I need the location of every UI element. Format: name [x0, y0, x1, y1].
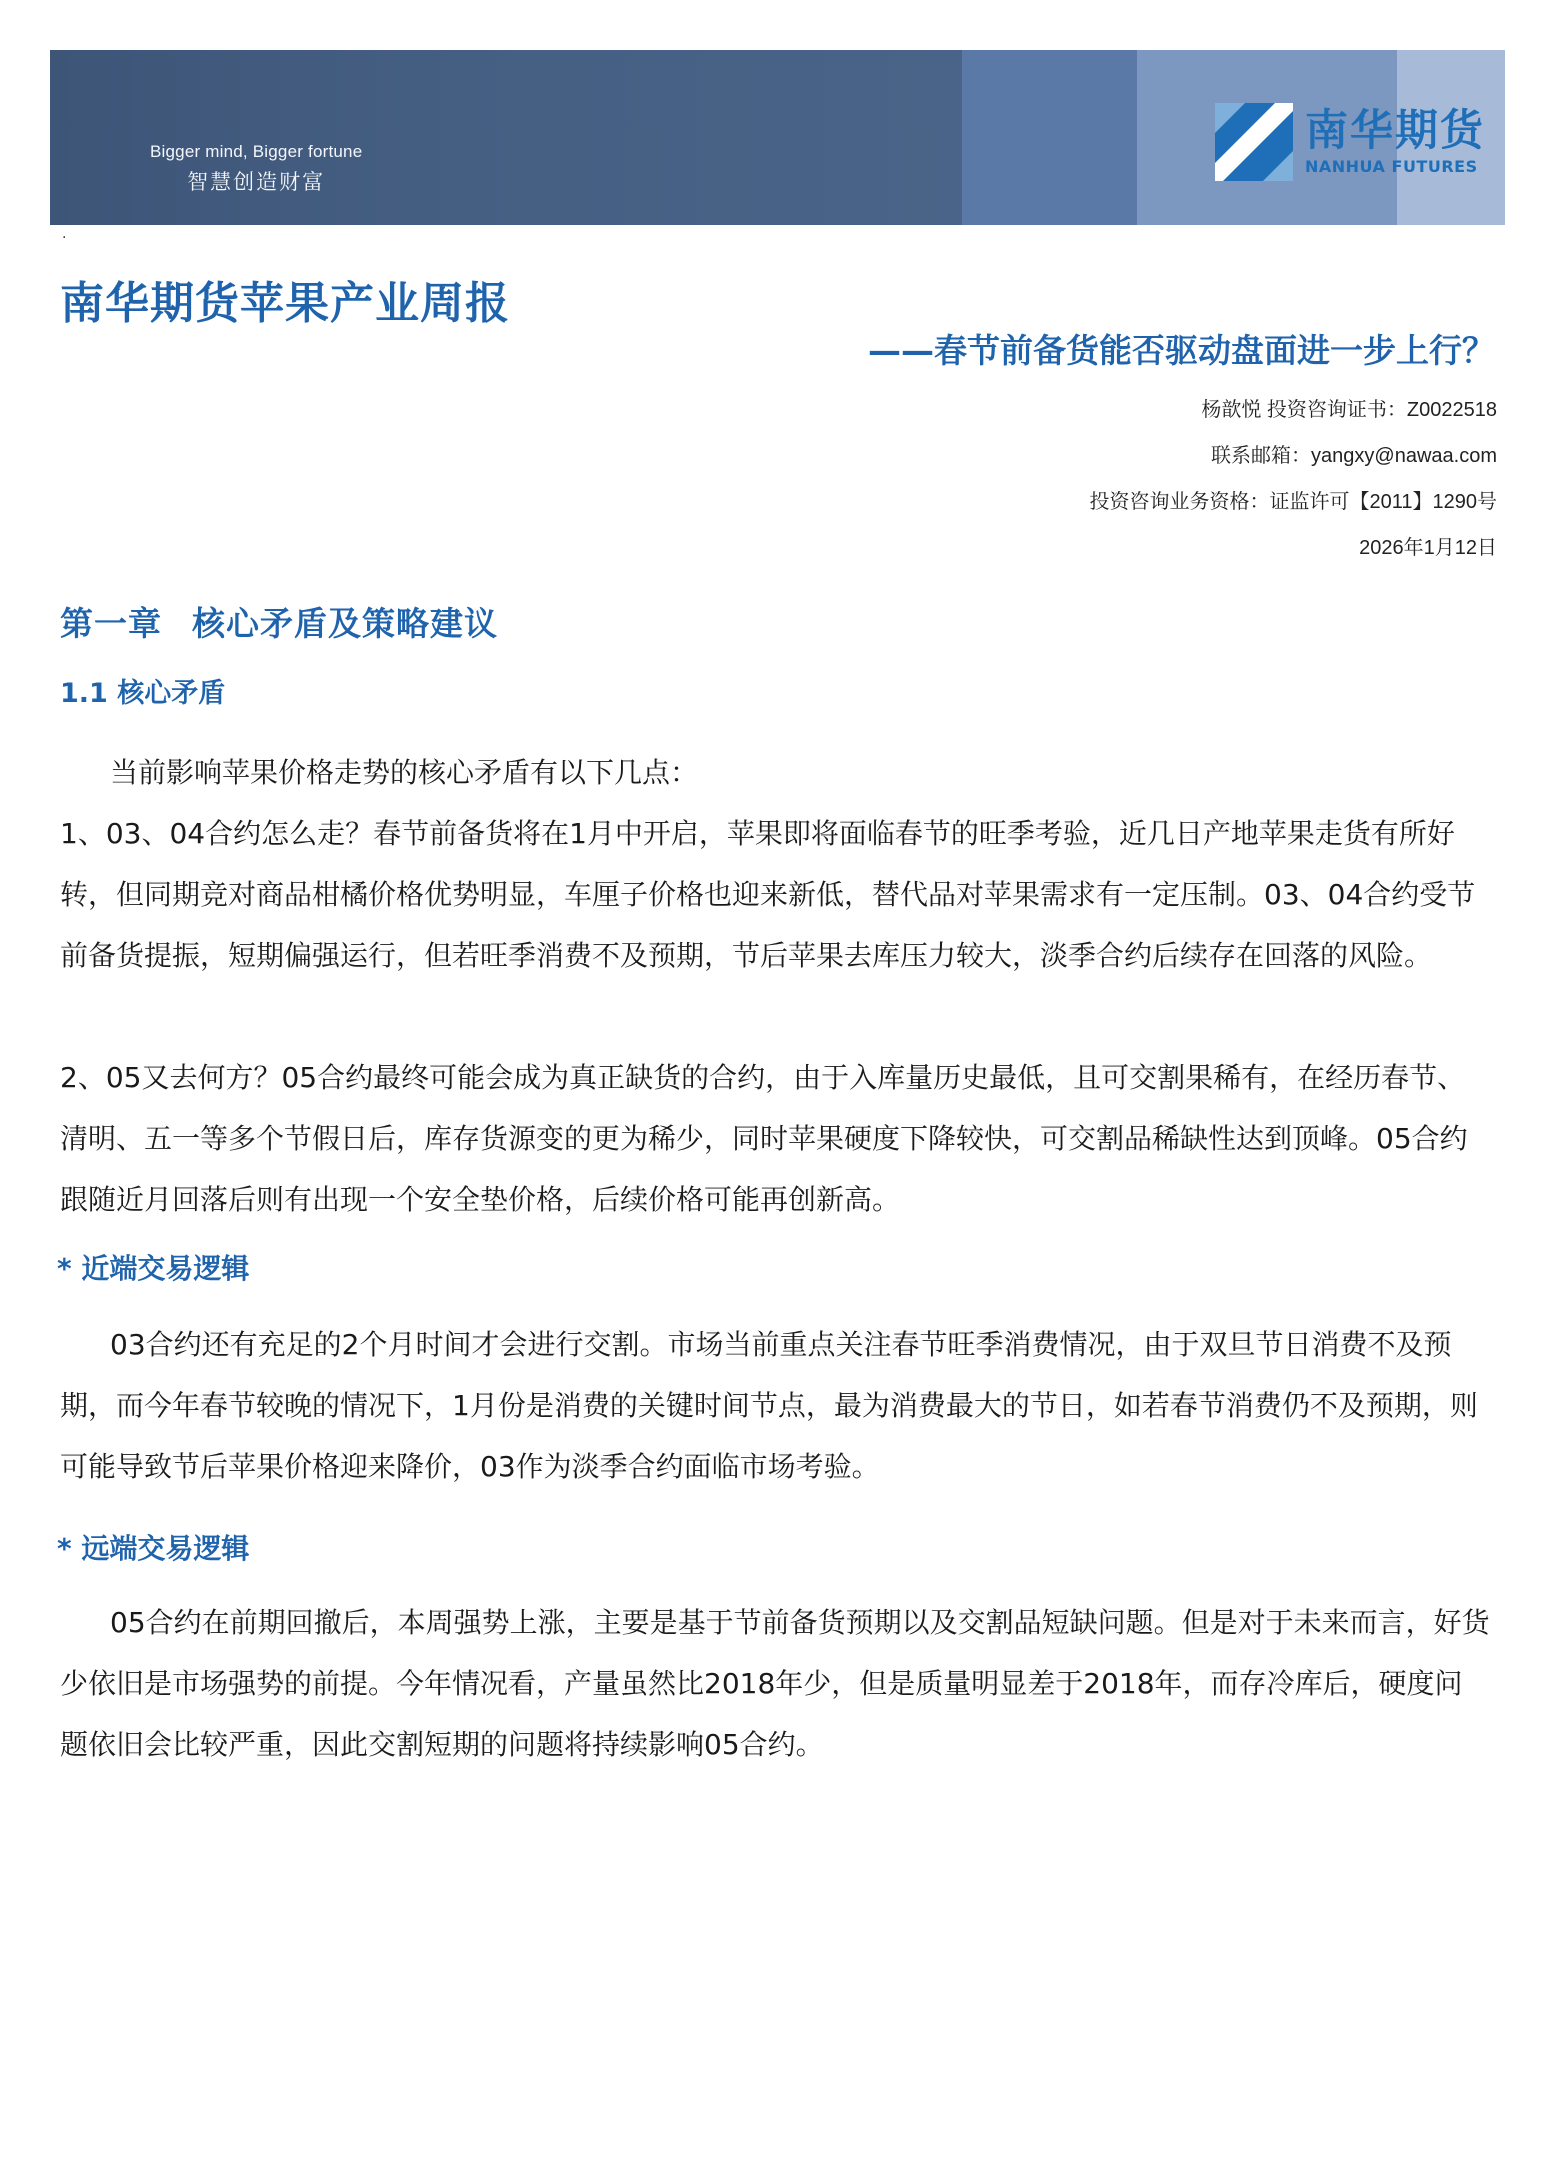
core-point-2: 2、05又去何方？05合约最终可能会成为真正缺货的合约，由于入库量历史最低，且可交割果稀有，在经历春节、清明、五一等多个节假日后，库存货源变的更为稀少，同时苹果硬度下降较快，可交割品稀缺性达到顶峰。05合约跟随近月回落后则有出现一个安全垫价格，后续价格可能再创新高。: [60, 1061, 1468, 1216]
report-title: 南华期货苹果产业周报: [60, 278, 510, 329]
far-logic-heading: * 远端交易逻辑: [57, 1532, 250, 1565]
far-logic-text: 05合约在前期回撤后，本周强势上涨，主要是基于节前备货预期以及交割品短缺问题。但是对于未来而言，好货少依旧是市场强势的前提。今年情况看，产量虽然比2018年少，但是质量明显差于2018年，而存冷库后，硬度问题依旧会比较严重，因此交割短期的问题将持续影响05合约。: [60, 1606, 1490, 1761]
near-logic-text: 03合约还有充足的2个月时间才会进行交割。市场当前重点关注春节旺季消费情况，由于双旦节日消费不及预期，而今年春节较晚的情况下，1月份是消费的关键时间节点，最为消费最大的节日，如若春节消费仍不及预期，则可能导致节后苹果价格迎来降价，03作为淡季合约面临市场考验。: [60, 1328, 1478, 1483]
near-logic-heading: * 近端交易逻辑: [57, 1252, 250, 1285]
report-date: 2026年1月12日: [1359, 537, 1497, 559]
logo-text: [1305, 105, 1485, 176]
section-intro: 当前影响苹果价格走势的核心矛盾有以下几点：: [110, 756, 699, 789]
chapter-number: 第一章: [60, 604, 162, 643]
license-line: 投资咨询业务资格：证监许可【2011】1290号: [1089, 491, 1497, 513]
logo-name-english: NANHUA FUTURES: [1305, 156, 1478, 176]
logo-mark-icon: [1215, 103, 1293, 181]
banner-left-panel: [50, 50, 962, 225]
section-heading-1-1: 1.1 核心矛盾: [60, 678, 226, 709]
chapter-title: 核心矛盾及策略建议: [192, 604, 498, 643]
company-logo: [1215, 103, 1485, 181]
report-subtitle: ——春节前备货能否驱动盘面进一步上行？: [868, 331, 1495, 370]
banner-mid-panel: [962, 50, 1137, 225]
header-dot: ·: [62, 230, 67, 246]
slogan-english: Bigger mind, Bigger fortune: [150, 142, 363, 161]
author-line: 杨歆悦 投资咨询证书：Z0022518: [1201, 399, 1497, 421]
report-meta: [1090, 396, 1498, 580]
email-line: 联系邮箱：yangxy@nawaa.com: [1211, 445, 1497, 467]
logo-name-chinese: 南华期货: [1305, 105, 1485, 156]
slogan-chinese: 智慧创造财富: [187, 171, 326, 194]
banner-slogan: [150, 142, 362, 196]
core-point-1: 1、03、04合约怎么走？春节前备货将在1月中开启，苹果即将面临春节的旺季考验，近几日产地苹果走货有所好转，但同期竞对商品柑橘价格优势明显，车厘子价格也迎来新低，替代品对苹果需求有一定压制。03、04合约受节前备货提振，短期偏强运行，但若旺季消费不及预期，节后苹果去库压力较大，淡季合约后续存在回落的风险。: [60, 817, 1476, 972]
chapter-heading: [60, 598, 498, 645]
